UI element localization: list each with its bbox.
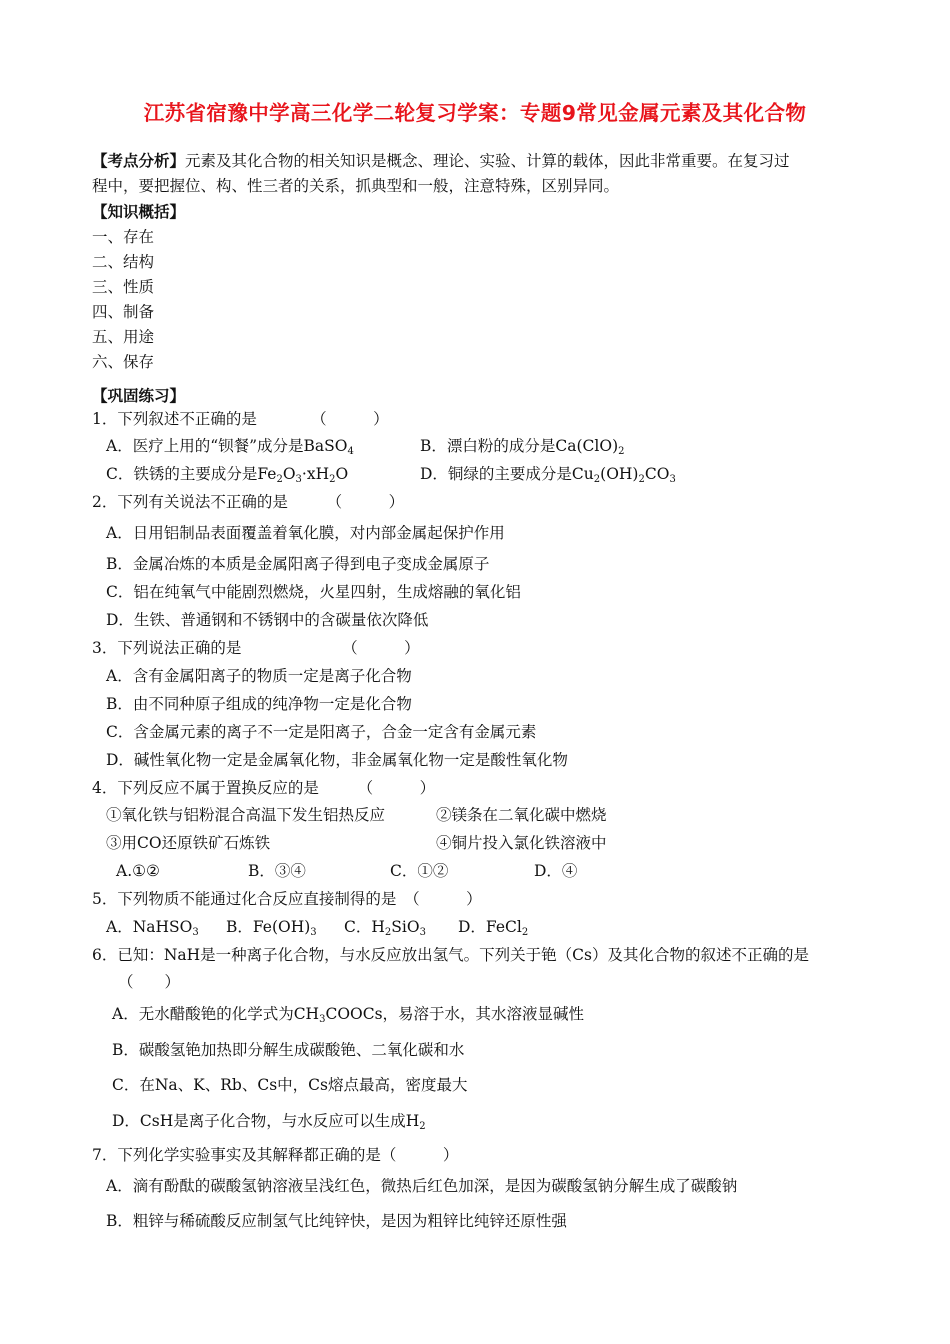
q6-option-a: A．无水醋酸铯的化学式为$CH_3COOCs$，易溶于水，其水溶液显碱性 <box>112 1005 585 1025</box>
knowledge-label: 【知识概括】 <box>92 203 186 221</box>
question-5-stem: 5．下列物质不能通过化合反应直接制得的是 （ ） <box>92 890 482 908</box>
q4-option-c: C．①② <box>390 862 449 880</box>
knowledge-item: 六、保存 <box>92 353 155 371</box>
q2-option-b: B．金属冶炼的本质是金属阳离子得到电子变成金属原子 <box>106 555 490 573</box>
q4-option-d: D．④ <box>534 862 578 880</box>
question-6-stem: 6．已知：NaH是一种离子化合物，与水反应放出氢气。下列关于铯（Cs）及其化合物的叙述不正确的是 <box>92 946 809 964</box>
q5-option-d: D．FeCl$_2$ <box>458 918 529 938</box>
q3-option-d: D．碱性氧化物一定是金属氧化物，非金属氧化物一定是酸性氧化物 <box>106 751 568 769</box>
q7-option-b: B．粗锌与稀硫酸反应制氢气比纯锌快，是因为粗锌比纯锌还原性强 <box>106 1212 567 1230</box>
q1-option-a: A．医疗上用的“钡餐”成分是BaSO$_4$ <box>106 437 354 457</box>
question-7-stem: 7．下列化学实验事实及其解释都正确的是（ ） <box>92 1146 459 1164</box>
q4-reaction-2: ②镁条在二氧化碳中燃烧 <box>436 806 607 824</box>
q4-reaction-1: ①氧化铁与铝粉混合高温下发生铝热反应 <box>106 806 386 824</box>
q1-option-b: B．漂白粉的成分是$Ca(ClO)_2$ <box>420 437 625 457</box>
q5-option-c: C．$H_2SiO_3$ <box>344 918 426 938</box>
q3-option-b: B．由不同种原子组成的纯净物一定是化合物 <box>106 695 412 713</box>
knowledge-item: 五、用途 <box>92 328 155 346</box>
q7-option-a: A．滴有酚酞的碳酸氢钠溶液呈浅红色，微热后红色加深，是因为碳酸氢钠分解生成了碳酸钠 <box>106 1177 738 1195</box>
q2-option-c: C．铝在纯氧气中能剧烈燃烧，火星四射，生成熔融的氧化铝 <box>106 583 521 601</box>
q2-option-a: A．日用铝制品表面覆盖着氧化膜，对内部金属起保护作用 <box>106 524 505 542</box>
analysis-label: 【考点分析】 <box>92 152 186 170</box>
knowledge-item: 三、性质 <box>92 278 155 296</box>
document-title: 江苏省宿豫中学高三化学二轮复习学案：专题9常见金属元素及其化合物 <box>143 101 807 125</box>
q5-option-b: B．$Fe(OH)_3$ <box>226 918 317 938</box>
knowledge-item: 一、存在 <box>92 228 155 246</box>
q6-option-b: B．碳酸氢铯加热即分解生成碳酸铯、二氧化碳和水 <box>112 1041 465 1059</box>
question-2-stem: 2．下列有关说法不正确的是 （ ） <box>92 493 405 511</box>
q4-option-b: B．③④ <box>248 862 306 880</box>
analysis-text-2: 程中，要把握位、构、性三者的关系，抓典型和一般，注意特殊，区别异同。 <box>92 177 620 195</box>
q4-option-a: A.①② <box>116 862 160 880</box>
knowledge-item: 二、结构 <box>92 253 155 271</box>
q4-reaction-4: ④铜片投入氯化铁溶液中 <box>436 834 607 852</box>
q1-option-c: C．铁锈的主要成分是$Fe_2O_3\cdot xH_2O$ <box>106 465 349 485</box>
q6-option-c: C．在Na、K、Rb、Cs中，Cs熔点最高，密度最大 <box>112 1076 468 1094</box>
question-4-stem: 4．下列反应不属于置换反应的是 （ ） <box>92 779 436 797</box>
question-6-stem-cont: （ ） <box>118 973 181 991</box>
q3-option-c: C．含金属元素的离子不一定是阳离子，合金一定含有金属元素 <box>106 723 537 741</box>
q2-option-d: D．生铁、普通钢和不锈钢中的含碳量依次降低 <box>106 611 429 629</box>
knowledge-item: 四、制备 <box>92 303 155 321</box>
analysis-text-1: 元素及其化合物的相关知识是概念、理论、实验、计算的载体，因此非常重要。在复习过 <box>185 152 790 170</box>
q1-option-d: D．铜绿的主要成分是$Cu_2(OH)_2CO_3$ <box>420 465 676 485</box>
q5-option-a: A．NaHSO$_3$ <box>106 918 199 938</box>
question-3-stem: 3．下列说法正确的是 （ ） <box>92 639 420 657</box>
question-1-stem: 1．下列叙述不正确的是 （ ） <box>92 410 389 428</box>
analysis-line-1 <box>92 152 790 170</box>
practice-label: 【巩固练习】 <box>92 387 186 405</box>
q3-option-a: A．含有金属阳离子的物质一定是离子化合物 <box>106 667 412 685</box>
q4-reaction-3: ③用CO还原铁矿石炼铁 <box>106 834 271 852</box>
q6-option-d: D．CsH是离子化合物，与水反应可以生成$H_2$ <box>112 1112 426 1132</box>
